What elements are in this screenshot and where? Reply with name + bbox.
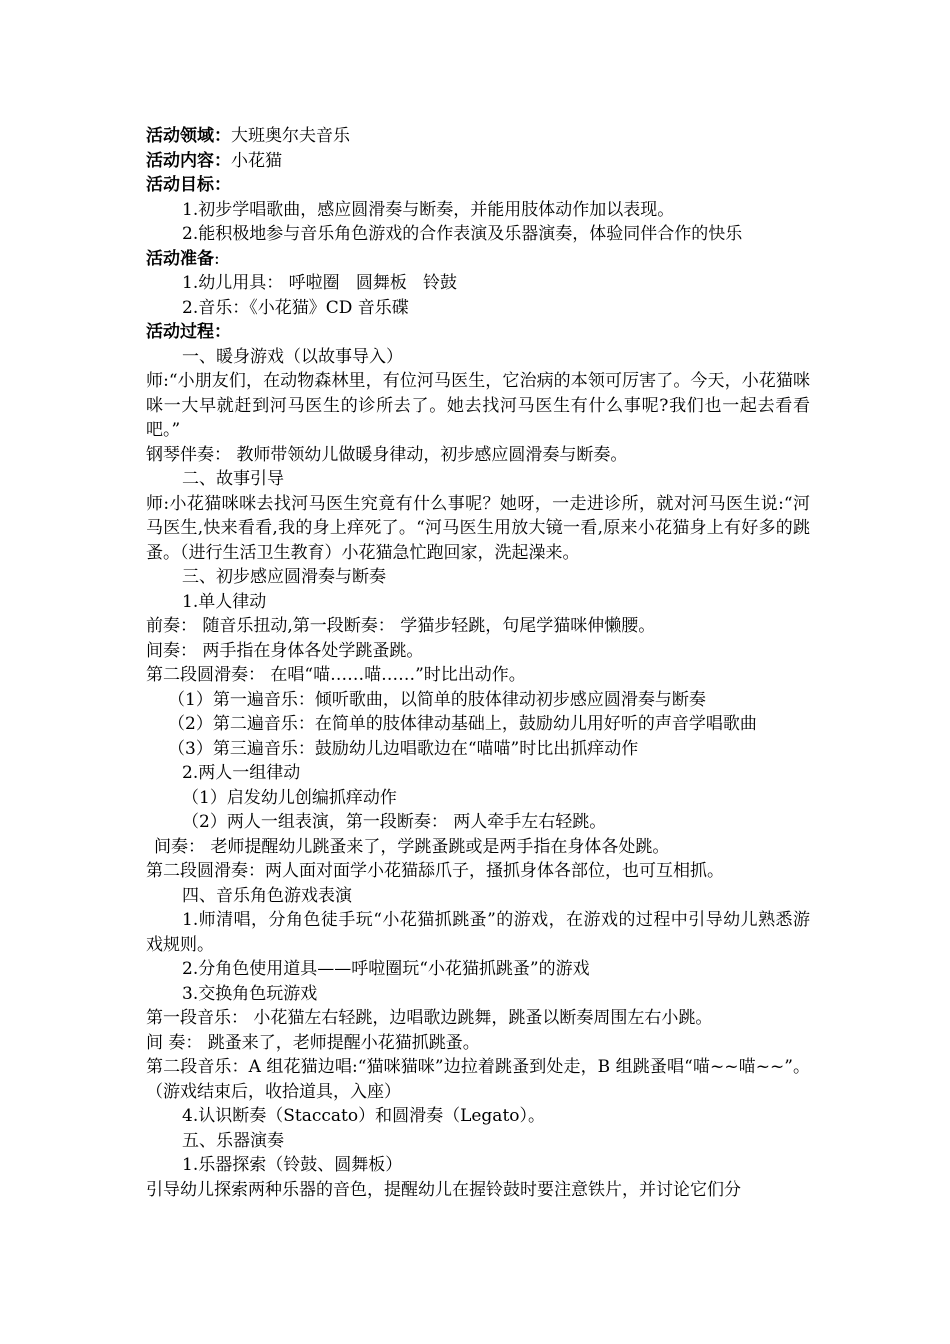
section-4-paragraph-1: 1.师清唱，分角色徒手玩“小花猫抓跳蚤”的游戏，在游戏的过程中引导幼儿熟悉游戏规则。 <box>146 910 810 955</box>
section-3-line-6: （3）第三遍音乐：鼓励幼儿边唱歌边在“喵喵”时比出抓痒动作 <box>168 738 639 759</box>
prep-item-2: 2.音乐：《小花猫》CD 音乐碟 <box>182 297 409 318</box>
section-3-line-1: 前奏： 随音乐扭动,第一段断奏： 学猫步轻跳，句尾学猫咪伸懒腰。 <box>146 616 656 636</box>
section-5-title: 五、乐器演奏 <box>182 1130 284 1151</box>
section-4-line-7: 4.认识断奏（Staccato）和圆滑奏（Legato）。 <box>182 1106 546 1126</box>
prep-label: 活动准备 <box>146 248 214 269</box>
domain-value: 大班奥尔夫音乐 <box>231 126 350 146</box>
section-3-title: 三、初步感应圆滑奏与断奏 <box>182 567 386 587</box>
section-2-title: 二、故事引导 <box>182 469 284 489</box>
prep-colon: : <box>214 248 220 269</box>
section-3-sub-1: 1.单人律动 <box>182 591 267 612</box>
section-4-line-3: 3.交换角色玩游戏 <box>182 983 318 1004</box>
section-3-line-10: 第二段圆滑奏：两人面对面学小花猫舔爪子，搔抓身体各部位，也可互相抓。 <box>146 861 724 881</box>
domain-line <box>146 124 810 149</box>
section-3-line-3: 第二段圆滑奏： 在唱“喵……喵……”时比出动作。 <box>146 665 526 685</box>
section-4-title: 四、音乐角色游戏表演 <box>182 885 352 906</box>
content-line <box>146 149 810 174</box>
section-1-piano: 钢琴伴奏： 教师带领幼儿做暖身律动，初步感应圆滑奏与断奏。 <box>146 444 628 465</box>
process-label: 活动过程： <box>146 322 231 342</box>
section-3-line-8: （2）两人一组表演，第一段断奏： 两人牵手左右轻跳。 <box>182 812 607 832</box>
content-label: 活动内容： <box>146 150 231 171</box>
section-5-sub-1: 1.乐器探索（铃鼓、圆舞板） <box>182 1155 403 1175</box>
section-3-line-7: （1）启发幼儿创编抓痒动作 <box>182 787 397 808</box>
section-4-line-2: 2.分角色使用道具——呼啦圈玩“小花猫抓跳蚤”的游戏 <box>182 959 590 979</box>
section-1-paragraph: 师:“小朋友们，在动物森林里，有位河马医生，它治病的本领可厉害了。今天，小花猫咪咪一大早就赶到河马医生的诊所去了。她去找河马医生有什么事呢?我们也一起去看看吧。” <box>146 371 810 440</box>
section-4-line-5: 间 奏： 跳蚤来了，老师提醒小花猫抓跳蚤。 <box>146 1032 480 1053</box>
content-value: 小花猫 <box>231 150 282 171</box>
domain-label: 活动领域： <box>146 126 231 146</box>
section-4-line-4: 第一段音乐： 小花猫左右轻跳，边唱歌边跳舞，跳蚤以断奏周围左右小跳。 <box>146 1008 713 1028</box>
section-5-paragraph: 引导幼儿探索两种乐器的音色，提醒幼儿在握铃鼓时要注意铁片，并讨论它们分 <box>146 1179 741 1200</box>
lesson-plan-document <box>146 124 810 1202</box>
section-3-sub-2: 2.两人一组律动 <box>182 763 301 783</box>
section-1-title: 一、暖身游戏（以故事导入） <box>182 346 403 367</box>
section-2-paragraph: 师:小花猫咪咪去找河马医生究竟有什么事呢？她呀，一走进诊所，就对河马医生说:“河马医生,快来看看,我的身上痒死了。“河马医生用放大镜一看,原来小花猫身上有好多的跳蚤。（进行生活卫生教育）小花猫急忙跑回家，洗起澡来。 <box>146 493 810 563</box>
goal-2: 2.能积极地参与音乐角色游戏的合作表演及乐器演奏，体验同伴合作的快乐 <box>182 224 743 244</box>
goals-label: 活动目标： <box>146 175 231 195</box>
goal-1: 1.初步学唱歌曲，感应圆滑奏与断奏，并能用肢体动作加以表现。 <box>182 199 675 220</box>
prep-item-1: 1.幼儿用具： 呼啦圈 圆舞板 铃鼓 <box>182 273 458 293</box>
section-3-line-9: 间奏： 老师提醒幼儿跳蚤来了，学跳蚤跳或是两手指在身体各处跳。 <box>154 836 670 857</box>
section-3-line-2: 间奏： 两手指在身体各处学跳蚤跳。 <box>146 640 424 661</box>
prep-line <box>146 247 810 272</box>
section-4-paragraph-6: 第二段音乐：A 组花猫边唱:“猫咪猫咪”边拉着跳蚤到处走，B 组跳蚤唱“喵~~喵~~”。（游戏结束后，收拾道具，入座） <box>146 1057 810 1102</box>
section-3-line-5: （2）第二遍音乐：在简单的肢体律动基础上，鼓励幼儿用好听的声音学唱歌曲 <box>168 714 757 734</box>
section-3-line-4: （1）第一遍音乐：倾听歌曲，以简单的肢体律动初步感应圆滑奏与断奏 <box>168 689 706 710</box>
